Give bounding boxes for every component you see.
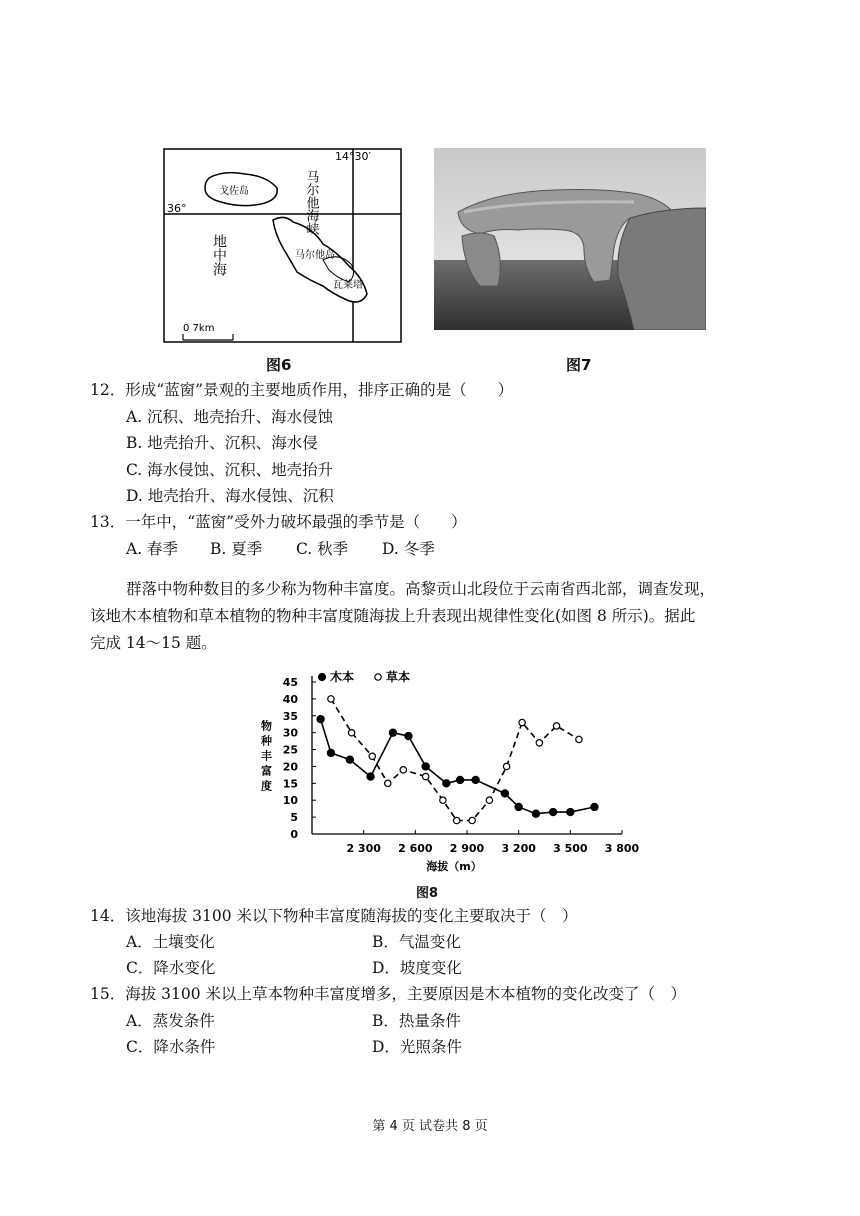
herb-series-point [553, 723, 559, 729]
woody-series-point [550, 808, 557, 815]
figure-7-photo [434, 148, 706, 330]
legend-woody-label: 木本 [330, 670, 355, 684]
question-14-option-d[interactable]: D．坡度变化 [372, 959, 462, 977]
woody-series-point [472, 776, 479, 783]
woody-series-point [567, 808, 574, 815]
woody-series-point [367, 773, 374, 780]
question-13-option-b[interactable]: B. 夏季 [210, 540, 263, 558]
y-tick-label: 25 [282, 743, 298, 757]
page-footer: 第 4 页 试卷共 8 页 [372, 1119, 488, 1134]
question-15-option-a[interactable]: A．蒸发条件 [126, 1012, 215, 1030]
figure-6-map [163, 148, 403, 344]
figure-6-caption: 图6 [266, 356, 292, 374]
question-12-option-d[interactable]: D. 地壳抬升、海水侵蚀、沉积 [126, 487, 334, 505]
herb-series-point [453, 817, 459, 823]
passage-line-2: 该地木本植物和草本植物的物种丰富度随海拔上升表现出规律性变化(如图 8 所示)。据此 [90, 607, 696, 625]
question-15-option-b[interactable]: B．热量条件 [372, 1012, 461, 1030]
herb-series-point [440, 797, 446, 803]
question-12-stem: 12．形成“蓝窗”景观的主要地质作用，排序正确的是（ ） [90, 381, 514, 399]
y-tick-label: 30 [282, 726, 298, 740]
strait-label: 马尔他海峡 [303, 170, 319, 235]
passage-line-3: 完成 14～15 题。 [90, 634, 217, 652]
chart-svg [250, 660, 640, 880]
figure-7-caption: 图7 [566, 356, 592, 374]
latitude-label: 36° [167, 202, 187, 215]
question-15-stem: 15．海拔 3100 米以上草本物种丰富度增多，主要原因是木本植物的变化改变了（ ） [90, 985, 687, 1003]
herb-series-point [369, 753, 375, 759]
woody-series-point [405, 732, 412, 739]
herb-series-point [469, 817, 475, 823]
herb-series-point [503, 763, 509, 769]
herb-series-point [328, 696, 334, 702]
x-tick-label: 2 600 [398, 842, 433, 855]
herb-series-point [519, 719, 525, 725]
y-tick-label: 10 [282, 794, 298, 808]
passage-line-1: 群落中物种数目的多少称为物种丰富度。高黎贡山北段位于云南省西北部，调查发现， [126, 580, 716, 598]
question-15-option-c[interactable]: C．降水条件 [126, 1038, 216, 1056]
woody-series-point [422, 763, 429, 770]
scale-label: 0 7km [183, 323, 215, 334]
woody-series-point [389, 729, 396, 736]
x-tick-label: 2 300 [346, 842, 381, 855]
question-13-stem: 13．一年中，“蓝窗”受外力破坏最强的季节是（ ） [90, 513, 467, 531]
legend-herb-label: 草本 [386, 670, 411, 684]
x-tick-label: 2 900 [449, 842, 485, 855]
gozo-label: 戈佐岛 [219, 186, 249, 197]
y-axis-label: 物种丰富度 [259, 720, 273, 795]
figure-8-caption: 图8 [416, 886, 439, 901]
legend-woody-marker [318, 673, 325, 680]
herb-series-point [385, 780, 391, 786]
woody-series-point [515, 803, 522, 810]
woody-series-point [443, 780, 450, 787]
x-tick-label: 3 200 [501, 842, 536, 855]
y-tick-label: 20 [282, 760, 298, 774]
figure-8-chart [250, 660, 640, 880]
herb-series-point [576, 736, 582, 742]
question-13-option-d[interactable]: D. 冬季 [382, 540, 435, 558]
longitude-label: 14°30′ [335, 150, 371, 163]
y-tick-label: 35 [282, 709, 298, 723]
question-14-stem: 14．该地海拔 3100 米以下物种丰富度随海拔的变化主要取决于（ ） [90, 907, 578, 925]
y-tick-label: 45 [282, 676, 298, 689]
y-tick-label: 40 [282, 692, 298, 706]
woody-series-point [457, 776, 464, 783]
herb-series-point [348, 729, 354, 735]
woody-series-point [501, 790, 508, 797]
y-tick-label: 15 [282, 777, 298, 791]
question-13-option-c[interactable]: C. 秋季 [296, 540, 349, 558]
question-14-option-a[interactable]: A．土壤变化 [126, 933, 215, 951]
legend-herb-marker [375, 674, 381, 680]
woody-series-point [317, 716, 324, 723]
herb-series-point [422, 773, 428, 779]
question-14-option-b[interactable]: B．气温变化 [372, 933, 461, 951]
question-13-option-a[interactable]: A. 春季 [126, 540, 179, 558]
question-12-option-b[interactable]: B. 地壳抬升、沉积、海水侵 [126, 434, 318, 452]
herb-series-line [331, 699, 579, 821]
woody-series-point [591, 803, 598, 810]
woody-series-line [321, 719, 595, 814]
herb-series-point [486, 797, 492, 803]
herb-series-point [536, 740, 542, 746]
woody-series-point [346, 756, 353, 763]
x-tick-label: 3 500 [553, 842, 588, 855]
city-label: 瓦莱塔 [333, 280, 363, 291]
y-tick-label: 0 [290, 828, 298, 841]
y-tick-label: 5 [290, 811, 298, 825]
woody-series-point [532, 810, 539, 817]
woody-series-point [327, 749, 334, 756]
x-tick-label: 3 800 [604, 842, 640, 855]
question-12-option-a[interactable]: A. 沉积、地壳抬升、海水侵蚀 [126, 408, 334, 426]
question-14-option-c[interactable]: C．降水变化 [126, 959, 216, 977]
sea-label: 地中海 [211, 234, 227, 276]
cliff [618, 208, 706, 330]
x-axis-label: 海拔（m） [426, 860, 482, 873]
malta-label: 马尔他岛 [295, 250, 335, 261]
herb-series-point [400, 767, 406, 773]
question-12-option-c[interactable]: C. 海水侵蚀、沉积、地壳抬升 [126, 461, 334, 479]
question-15-option-d[interactable]: D．光照条件 [372, 1038, 462, 1056]
